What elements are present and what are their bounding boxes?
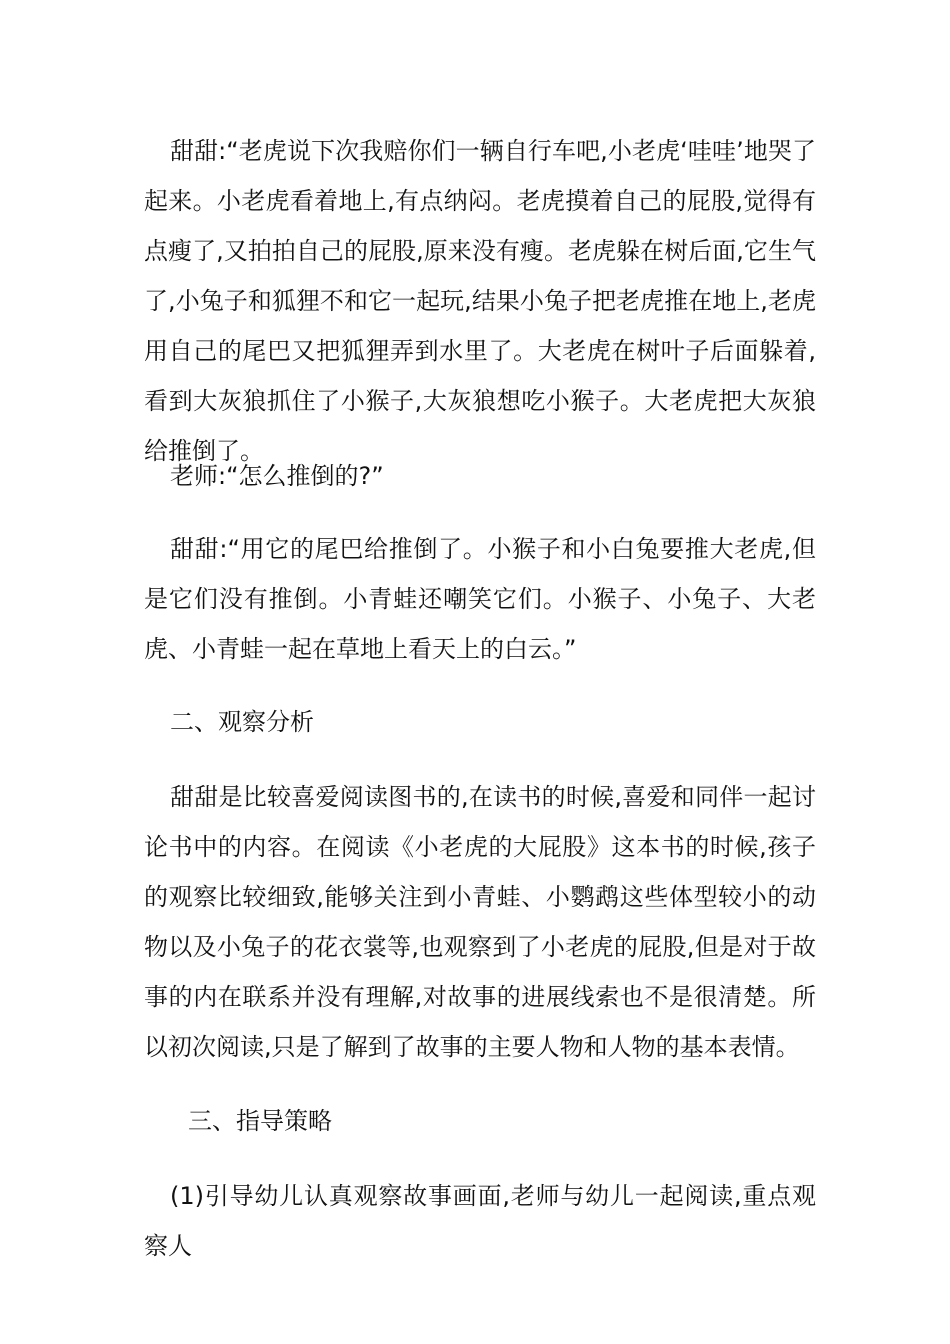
paragraph-strategy-1: (1)引导幼儿认真观察故事画面,老师与幼儿一起阅读,重点观察人: [144, 1182, 816, 1260]
paragraph-teacher-question: 老师:“怎么推倒的?”: [170, 462, 384, 490]
paragraph-tiantian-answer: 甜甜:“用它的尾巴给推倒了。小猴子和小白兔要推大老虎,但是它们没有推倒。小青蛙还嘲笑它们。小猴子、小兔子、大老虎、小青蛙一起在草地上看天上的白云。”: [144, 535, 816, 663]
section-heading-observation-analysis: 二、观察分析: [170, 708, 314, 736]
paragraph-tiantian-story: 甜甜:“老虎说下次我赔你们一辆自行车吧,小老虎‘哇哇’地哭了起来。小老虎看着地上,有点纳闷。老虎摸着自己的屁股,觉得有点瘦了,又拍拍自己的屁股,原来没有瘦。老虎躲在树后面,它生气了,小兔子和狐狸不和它一起玩,结果小兔子把老虎推在地上,老虎用自己的尾巴又把狐狸弄到水里了。大老虎在树叶子后面躲着,看到大灰狼抓住了小猴子,大灰狼想吃小猴子。大老虎把大灰狼给推倒了。: [144, 137, 816, 465]
section-heading-guidance-strategy: 三、指导策略: [188, 1107, 332, 1135]
paragraph-analysis: 甜甜是比较喜爱阅读图书的,在读书的时候,喜爱和同伴一起讨论书中的内容。在阅读《小老虎的大屁股》这本书的时候,孩子的观察比较细致,能够关注到小青蛙、小鹦鹉这些体型较小的动物以及小兔子的花衣裳等,也观察到了小老虎的屁股,但是对于故事的内在联系并没有理解,对故事的进展线索也不是很清楚。所以初次阅读,只是了解到了故事的主要人物和人物的基本表情。: [144, 783, 816, 1061]
